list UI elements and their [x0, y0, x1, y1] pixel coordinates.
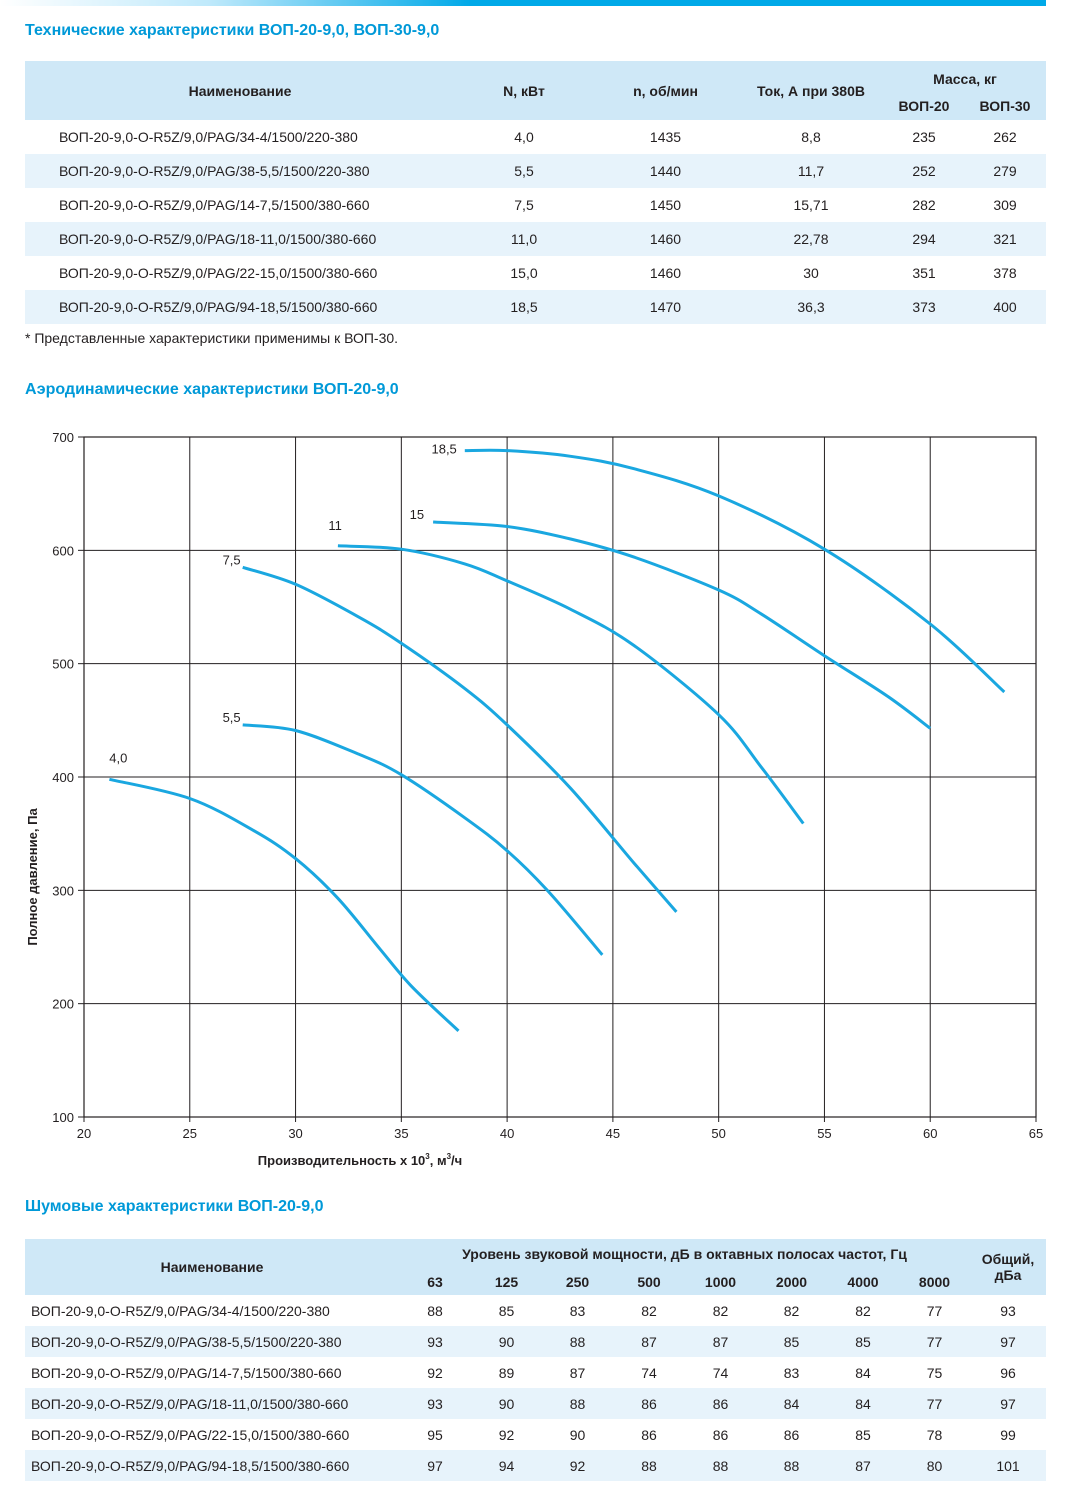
noise-cell-name: ВОП-20-9,0-O-R5Z/9,0/PAG/34-4/1500/220-380: [31, 1302, 330, 1319]
spec-cell-mass20: 252: [884, 154, 964, 188]
noise-cell-value: 82: [783, 1302, 800, 1319]
noise-cell-value: 92: [427, 1364, 443, 1381]
noise-cell-value: 85: [855, 1426, 871, 1443]
y-tick-label: 400: [52, 770, 74, 785]
noise-header-freq: 4000: [827, 1269, 899, 1295]
noise-cell-value: 82: [641, 1302, 657, 1319]
noise-cell-value: 86: [641, 1426, 657, 1443]
spec-cell-mass20: 351: [912, 265, 936, 281]
spec-cell-mass30: 279: [964, 154, 1046, 188]
noise-cell-value: 84: [756, 1388, 827, 1419]
noise-cell-value: 90: [471, 1388, 542, 1419]
noise-cell-value: 88: [756, 1450, 827, 1481]
x-tick-label: 40: [499, 1126, 515, 1141]
spec-cell-current: 15,71: [793, 197, 829, 213]
noise-cell-value: 92: [498, 1426, 515, 1443]
series-line: [243, 567, 677, 912]
spec-header-mass20: ВОП-20: [884, 91, 964, 120]
noise-cell-value: 86: [685, 1388, 756, 1419]
noise-cell-value: 87: [569, 1364, 586, 1381]
noise-cell-value: 85: [756, 1326, 827, 1357]
noise-cell-name: ВОП-20-9,0-O-R5Z/9,0/PAG/18-11,0/1500/380-660: [25, 1388, 399, 1419]
series-label: 18,5: [431, 441, 457, 457]
spec-cell-mass20: 282: [912, 197, 936, 213]
noise-cell-value: 89: [498, 1364, 515, 1381]
spec-cell-name: ВОП-20-9,0-O-R5Z/9,0/PAG/38-5,5/1500/220-380: [25, 154, 455, 188]
noise-header-name: Наименование: [25, 1239, 399, 1295]
table-row: [25, 256, 1046, 290]
noise-cell-total: 99: [1000, 1426, 1016, 1443]
spec-cell-current: 22,78: [738, 222, 884, 256]
spec-header-power: N, кВт: [455, 61, 593, 120]
noise-title: Шумовые характеристики ВОП-20-9,0: [25, 1198, 324, 1215]
spec-cell-rpm: 1450: [649, 197, 682, 213]
spec-cell-rpm: 1470: [593, 290, 738, 324]
spec-cell-name: ВОП-20-9,0-O-R5Z/9,0/PAG/22-15,0/1500/380-660: [59, 265, 378, 281]
table-row: [25, 1419, 1046, 1450]
spec-note: * Представленные характеристики применимы к ВОП-30.: [25, 330, 399, 346]
spec-cell-power: 4,0: [514, 129, 534, 145]
y-tick-label: 200: [52, 996, 74, 1012]
spec-cell-power: 15,0: [510, 265, 538, 281]
table-row: [25, 188, 1046, 222]
noise-cell-total: 97: [970, 1388, 1046, 1419]
y-tick-label: 300: [52, 883, 74, 899]
series-line: [338, 546, 803, 824]
noise-cell-value: 85: [827, 1326, 899, 1357]
spec-header-mass30: ВОП-30: [964, 91, 1046, 120]
noise-cell-value: 87: [827, 1450, 899, 1481]
spec-cell-current: 8,8: [801, 129, 821, 145]
spec-cell-mass20: 235: [912, 129, 936, 145]
table-row: [25, 1357, 1046, 1388]
x-tick-label: 20: [76, 1126, 92, 1141]
noise-header-freq: 500: [613, 1269, 685, 1295]
noise-header-freq: 250: [542, 1269, 613, 1295]
x-tick-label: 25: [182, 1126, 198, 1141]
noise-cell-value: 93: [399, 1388, 471, 1419]
table-row: [25, 1295, 1046, 1326]
noise-cell-value: 83: [569, 1302, 586, 1319]
spec-cell-name: ВОП-20-9,0-O-R5Z/9,0/PAG/94-18,5/1500/380-660: [25, 290, 455, 324]
noise-cell-value: 92: [542, 1450, 613, 1481]
noise-cell-value: 84: [855, 1364, 871, 1381]
x-tick-label: 55: [817, 1126, 832, 1141]
noise-cell-value: 95: [427, 1426, 443, 1443]
noise-header-freq: 8000: [899, 1269, 970, 1295]
noise-cell-value: 88: [685, 1450, 756, 1481]
y-tick-label: 500: [52, 656, 74, 672]
noise-header-freq: 63: [399, 1269, 471, 1295]
noise-cell-value: 86: [783, 1426, 800, 1443]
noise-table: [25, 1239, 1046, 1481]
noise-cell-name: ВОП-20-9,0-O-R5Z/9,0/PAG/94-18,5/1500/380-660: [25, 1450, 399, 1481]
series-line: [433, 522, 930, 728]
x-axis-label: [258, 1152, 462, 1168]
noise-cell-value: 86: [613, 1388, 685, 1419]
spec-cell-mass30: 321: [964, 222, 1046, 256]
spec-cell-mass20: 294: [884, 222, 964, 256]
noise-cell-name: ВОП-20-9,0-O-R5Z/9,0/PAG/14-7,5/1500/380-660: [31, 1364, 342, 1381]
noise-cell-name: ВОП-20-9,0-O-R5Z/9,0/PAG/38-5,5/1500/220-380: [25, 1326, 399, 1357]
noise-cell-value: 74: [641, 1364, 657, 1381]
series-label: 15: [409, 507, 425, 522]
noise-cell-value: 78: [926, 1426, 943, 1443]
table-row: [25, 222, 1046, 256]
series-line: [109, 779, 458, 1031]
spec-cell-power: 11,0: [455, 222, 593, 256]
x-tick-label: 30: [288, 1126, 303, 1141]
noise-cell-value: 74: [712, 1364, 729, 1381]
spec-cell-power: 7,5: [514, 197, 534, 213]
noise-cell-value: 97: [399, 1450, 471, 1481]
noise-cell-value: 85: [498, 1302, 515, 1319]
table-row: [25, 120, 1046, 154]
spec-cell-power: 18,5: [455, 290, 593, 324]
x-tick-label: 65: [1028, 1126, 1044, 1141]
x-axis-label-sup2: 3: [446, 1152, 452, 1161]
x-tick-label: 45: [605, 1126, 621, 1141]
spec-cell-mass20: 373: [884, 290, 964, 324]
noise-cell-value: 77: [926, 1302, 943, 1319]
x-axis-label-text: Производительность x 10: [257, 1153, 426, 1168]
noise-cell-value: 88: [542, 1326, 613, 1357]
y-tick-label: 700: [52, 430, 74, 445]
x-tick-label: 50: [711, 1126, 726, 1141]
spec-header-rpm: n, об/мин: [593, 61, 738, 120]
noise-header-total: Общий, дБа: [970, 1239, 1046, 1295]
spec-cell-current: 30: [803, 265, 819, 281]
spec-cell-name: ВОП-20-9,0-O-R5Z/9,0/PAG/34-4/1500/220-380: [59, 129, 358, 145]
table-row: [25, 1326, 1046, 1357]
spec-header-name: Наименование: [25, 61, 455, 120]
x-axis-label-suffix: /ч: [451, 1153, 463, 1168]
spec-header-mass: Масса, кг: [884, 61, 1046, 91]
spec-cell-mass30: 262: [993, 129, 1017, 145]
series-label: 11: [328, 517, 342, 533]
noise-cell-value: 84: [827, 1388, 899, 1419]
noise-header-freq: 1000: [685, 1269, 756, 1295]
noise-cell-value: 90: [471, 1326, 542, 1357]
x-tick-label: 35: [394, 1126, 409, 1141]
y-tick-label: 600: [52, 543, 74, 559]
spec-title: Технические характеристики ВОП-20-9,0, ВОП-30-9,0: [25, 22, 440, 39]
noise-header-freq: 2000: [756, 1269, 827, 1295]
noise-cell-value: 94: [471, 1450, 542, 1481]
noise-cell-value: 93: [399, 1326, 471, 1357]
series-label: 4,0: [109, 750, 128, 766]
series-line: [243, 725, 603, 955]
noise-cell-value: 83: [783, 1364, 800, 1381]
spec-cell-rpm: 1435: [649, 129, 682, 145]
noise-cell-value: 82: [855, 1302, 871, 1319]
x-tick-label: 60: [922, 1126, 938, 1141]
noise-cell-total: 93: [1000, 1302, 1016, 1319]
x-axis-label-unit: , м: [429, 1153, 447, 1168]
noise-cell-value: 88: [542, 1388, 613, 1419]
noise-header-freq: 125: [471, 1269, 542, 1295]
aero-chart: [0, 420, 1071, 1180]
spec-cell-mass30: 400: [964, 290, 1046, 324]
table-row: [25, 1388, 1046, 1419]
spec-cell-mass30: 378: [993, 265, 1017, 281]
noise-cell-total: 96: [1000, 1364, 1016, 1381]
table-row: [25, 1450, 1046, 1481]
spec-cell-power: 5,5: [455, 154, 593, 188]
spec-cell-current: 11,7: [738, 154, 884, 188]
noise-cell-value: 86: [712, 1426, 729, 1443]
noise-cell-value: 77: [899, 1326, 970, 1357]
x-axis-label-sup: 3: [425, 1152, 430, 1161]
noise-cell-total: 101: [970, 1450, 1046, 1481]
noise-header-level: Уровень звуковой мощности, дБ в октавных полосах частот, Гц: [399, 1239, 970, 1269]
y-axis-label: Полное давление, Па: [25, 808, 40, 946]
noise-cell-value: 82: [712, 1302, 729, 1319]
noise-cell-value: 88: [427, 1302, 443, 1319]
table-row: [25, 290, 1046, 324]
series-label: 5,5: [222, 709, 241, 725]
noise-cell-value: 80: [899, 1450, 970, 1481]
noise-cell-value: 87: [685, 1326, 756, 1357]
spec-cell-rpm: 1460: [649, 265, 682, 281]
noise-cell-value: 88: [613, 1450, 685, 1481]
spec-cell-name: ВОП-20-9,0-O-R5Z/9,0/PAG/18-11,0/1500/380-660: [25, 222, 455, 256]
y-tick-label: 100: [52, 1110, 74, 1125]
series-label: 7,5: [222, 552, 241, 568]
top-accent-bar: [0, 0, 1046, 6]
noise-cell-name: ВОП-20-9,0-O-R5Z/9,0/PAG/22-15,0/1500/380-660: [31, 1426, 350, 1443]
spec-header-current: Ток, А при 380В: [738, 61, 884, 120]
spec-cell-name: ВОП-20-9,0-O-R5Z/9,0/PAG/14-7,5/1500/380-660: [59, 197, 370, 213]
spec-cell-current: 36,3: [738, 290, 884, 324]
spec-cell-mass30: 309: [993, 197, 1017, 213]
noise-cell-total: 97: [970, 1326, 1046, 1357]
spec-cell-rpm: 1440: [593, 154, 738, 188]
noise-cell-value: 75: [926, 1364, 943, 1381]
spec-cell-rpm: 1460: [593, 222, 738, 256]
noise-cell-value: 87: [613, 1326, 685, 1357]
aero-title: Аэродинамические характеристики ВОП-20-9,0: [25, 381, 399, 398]
noise-cell-value: 77: [899, 1388, 970, 1419]
table-row: [25, 154, 1046, 188]
spec-table: [25, 61, 1046, 324]
noise-cell-value: 90: [569, 1426, 586, 1443]
series-line: [465, 450, 1005, 692]
